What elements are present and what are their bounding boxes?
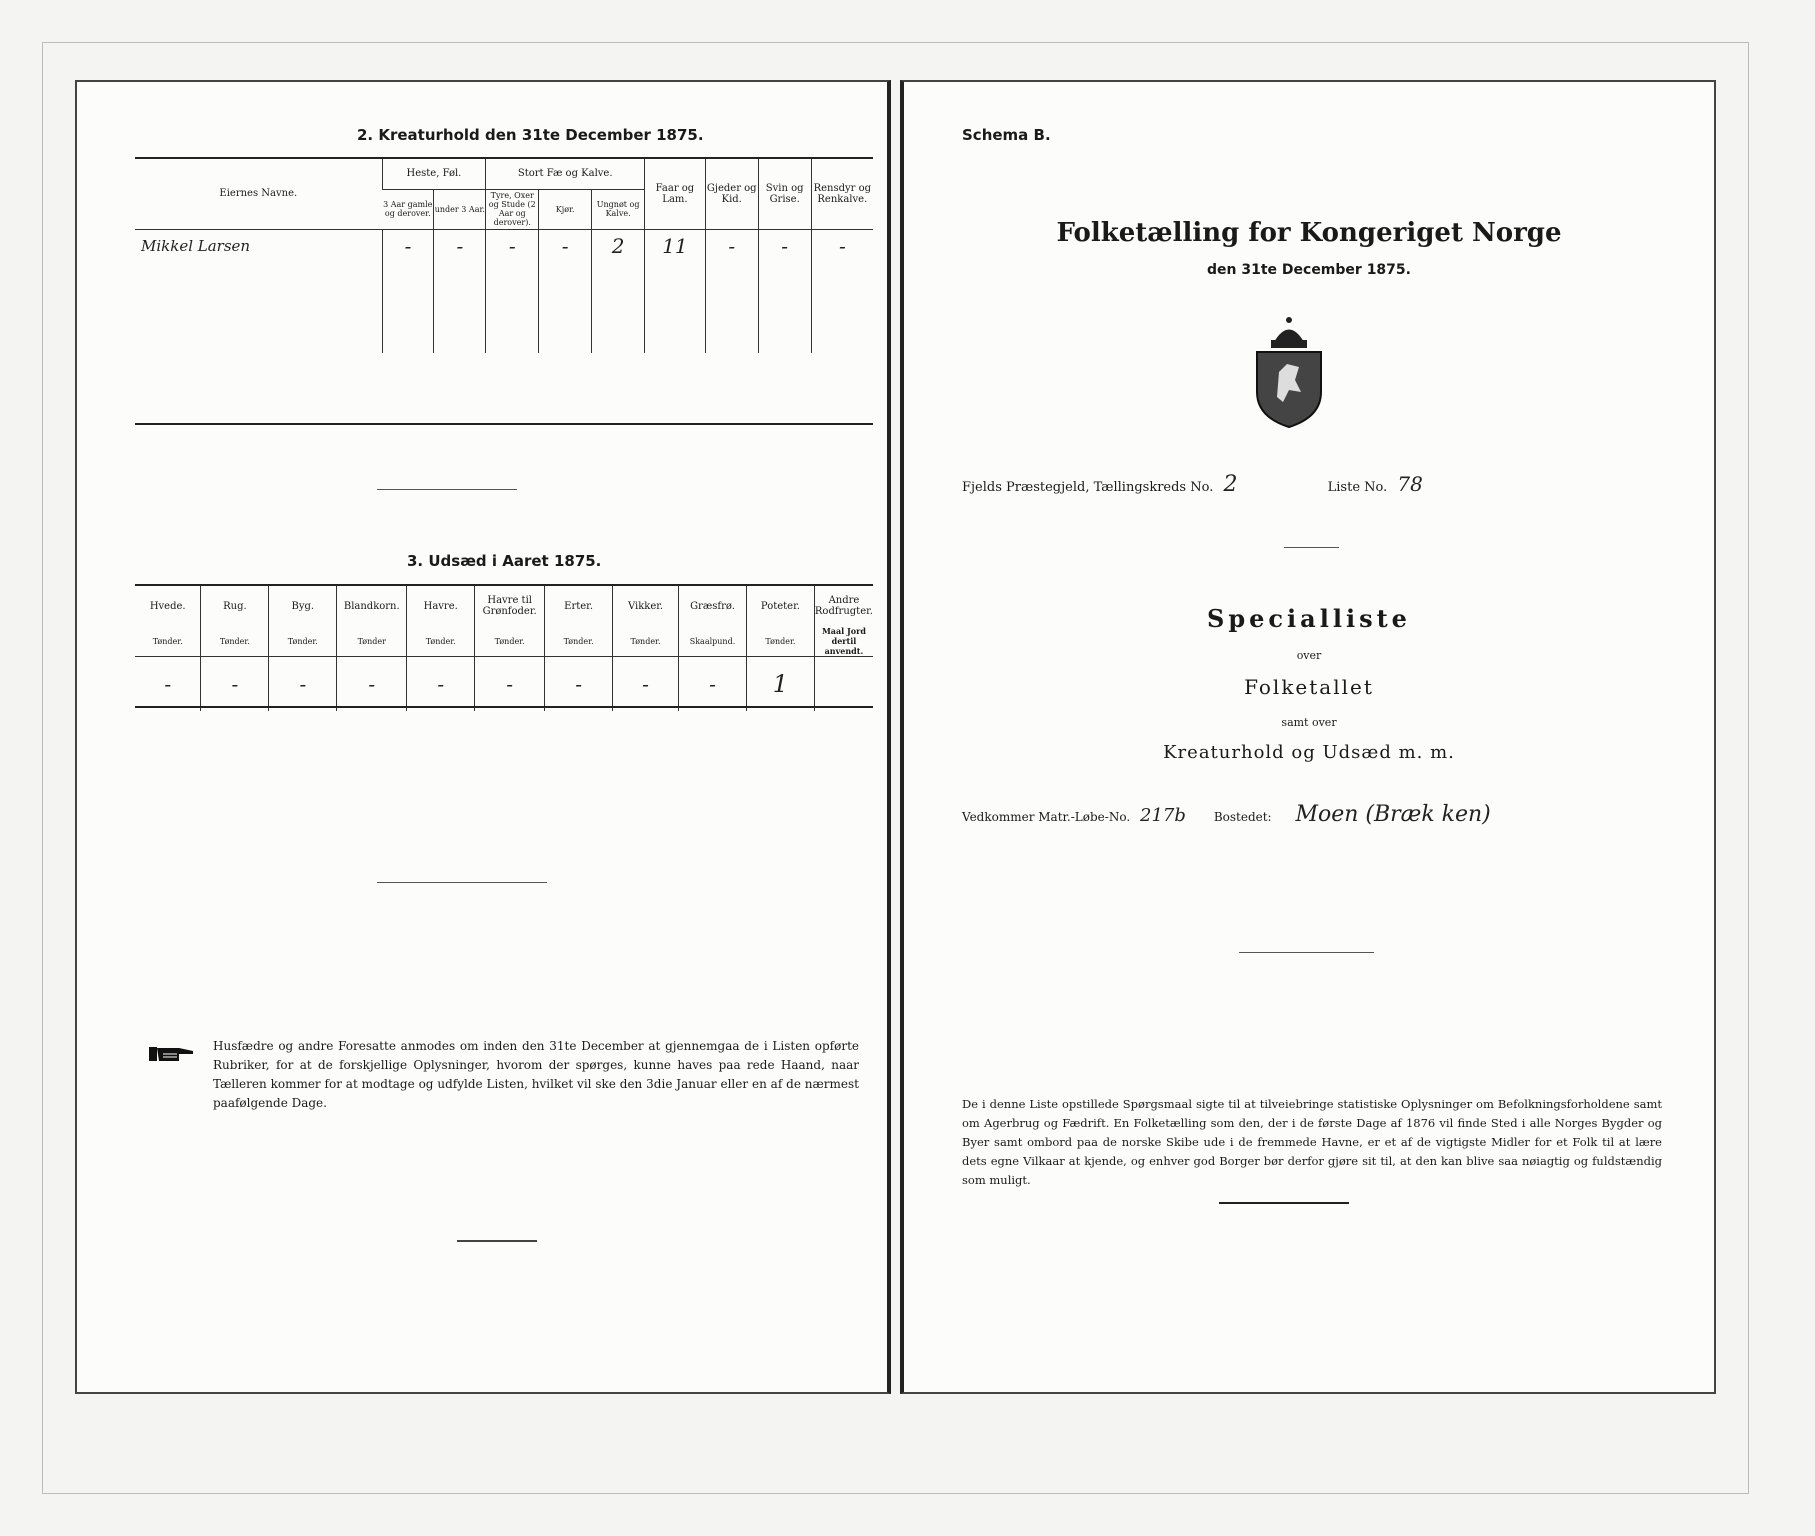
owner-header: Eiernes Navne. bbox=[219, 188, 298, 200]
table-bottom-rule bbox=[135, 423, 873, 425]
right-page bbox=[900, 80, 1716, 1394]
svin-header: Svin og Grise. bbox=[758, 159, 811, 229]
matr-label: Vedkommer Matr.-Løbe-No. bbox=[962, 810, 1131, 824]
specialliste-heading: Specialliste bbox=[1207, 604, 1411, 633]
crop-header: Hvede. bbox=[149, 600, 186, 612]
rensdyr-header: Rensdyr og Renkalve. bbox=[811, 159, 873, 229]
district-label: Tællingskreds No. bbox=[1093, 480, 1214, 495]
page-title: Folketælling for Kongeriget Norge bbox=[1056, 218, 1562, 248]
crop-header: Havre til Grønfoder. bbox=[475, 586, 545, 626]
list-info-line bbox=[962, 472, 1423, 497]
fae-a-header: Tyre, Oxer og Stude (2 Aar og derover). bbox=[486, 189, 539, 229]
crop-unit: Tønder. bbox=[746, 626, 814, 657]
divider bbox=[457, 1240, 537, 1242]
table-row bbox=[135, 657, 873, 711]
crop-unit: Maal Jord dertil anvendt. bbox=[814, 626, 873, 657]
livestock-table bbox=[135, 159, 873, 353]
crop-unit: Tønder. bbox=[545, 626, 613, 657]
parish-label: Fjelds Præstegjeld, bbox=[962, 480, 1090, 495]
crop-cell: - bbox=[201, 657, 269, 711]
crop-header: Erter. bbox=[545, 586, 613, 626]
crop-unit: Tønder. bbox=[201, 626, 269, 657]
heste-a-cell: - bbox=[382, 229, 434, 263]
gjeder-cell: - bbox=[705, 229, 758, 263]
crop-header: Havre. bbox=[407, 586, 475, 626]
crop-header: Græsfrø. bbox=[679, 586, 747, 626]
crop-header: Byg. bbox=[269, 586, 337, 626]
crop-header: Blandkorn. bbox=[337, 586, 407, 626]
schema-label: Schema B. bbox=[962, 126, 1051, 144]
crop-cell bbox=[814, 657, 873, 711]
heste-b-header: under 3 Aar. bbox=[434, 189, 486, 229]
section3-title: 3. Udsæd i Aaret 1875. bbox=[407, 552, 602, 570]
over-text: over bbox=[1296, 649, 1322, 662]
crop-unit: Tønder bbox=[337, 626, 407, 657]
rensdyr-cell: - bbox=[811, 229, 873, 263]
faar-header: Faar og Lam. bbox=[645, 159, 706, 229]
matr-line bbox=[962, 802, 1491, 827]
kreaturhold-heading: Kreaturhold og Udsæd m. m. bbox=[1163, 742, 1455, 763]
crop-unit: Tønder. bbox=[407, 626, 475, 657]
folketallet-heading: Folketallet bbox=[1244, 675, 1374, 699]
crop-cell: - bbox=[164, 671, 172, 696]
district-value: 2 bbox=[1223, 472, 1238, 497]
heste-header: Heste, Føl. bbox=[382, 159, 486, 189]
divider bbox=[1239, 952, 1374, 953]
pointing-hand-icon bbox=[149, 1042, 195, 1068]
crop-header: Poteter. bbox=[746, 586, 814, 626]
bosted-value: Moen (Bræk ken) bbox=[1295, 802, 1491, 827]
crop-unit: Tønder. bbox=[152, 636, 183, 646]
crops-bottom-rule bbox=[135, 706, 873, 708]
crops-table bbox=[135, 586, 873, 711]
crop-cell: - bbox=[337, 657, 407, 711]
divider bbox=[1219, 1202, 1349, 1204]
matr-value: 217b bbox=[1140, 805, 1186, 826]
divider bbox=[1284, 547, 1339, 548]
faar-cell: 11 bbox=[645, 229, 706, 263]
fae-b-header: Kjør. bbox=[539, 189, 592, 229]
crop-cell: - bbox=[613, 657, 679, 711]
crop-unit: Tønder. bbox=[613, 626, 679, 657]
crop-cell: - bbox=[269, 657, 337, 711]
owner-cell: Mikkel Larsen bbox=[141, 237, 251, 256]
crop-cell: 1 bbox=[746, 657, 814, 711]
coat-of-arms-icon bbox=[1249, 312, 1329, 436]
crop-cell: - bbox=[679, 657, 747, 711]
crop-header: Vikker. bbox=[613, 586, 679, 626]
info-notice: De i denne Liste opstillede Spørgsmaal sigte til at tilveiebringe statistiske Oplysninger om Befolkningsforholdene samt om Agerbrug og Fædrift. En Folketælling som den, der i de første Dage af 1876 vil finde Sted i alle Norges Bygder og Byer samt ombord paa de norske Skibe ude i de fremmede Havne, er et af de vigtigste Midler for et Folk til at lære dets egne Vilkaar at kjende, og enhver god Borger bør derfor gjøre sit til, at den kan blive saa nøiagtig og fuldstændig som muligt. bbox=[962, 1097, 1662, 1187]
fae-b-cell: - bbox=[539, 229, 592, 263]
section2-title: 2. Kreaturhold den 31te December 1875. bbox=[357, 126, 704, 144]
left-page bbox=[75, 80, 891, 1394]
fae-a-cell: - bbox=[486, 229, 539, 263]
divider bbox=[377, 489, 517, 490]
heste-a-header: 3 Aar gamle og derover. bbox=[383, 200, 433, 218]
notice-text: Husfædre og andre Foresatte anmodes om inden den 31te December at gjennemgaa de i Listen opførte Rubriker, for at de forskjellige Oplysninger, hvorom der spørges, kunne haves paa rede Haand, naar Tælleren kommer for at modtage og udfylde Listen, hvilket vil ske den 3die Januar eller en af de nærmest paafølgende Dage. bbox=[213, 1039, 859, 1110]
crop-header: Andre Rodfrugter. bbox=[814, 586, 873, 626]
crop-unit: Tønder. bbox=[475, 626, 545, 657]
date-subtitle: den 31te December 1875. bbox=[1207, 262, 1411, 278]
crop-cell: - bbox=[545, 657, 613, 711]
samt-over-text: samt over bbox=[1281, 716, 1337, 729]
crop-header: Rug. bbox=[201, 586, 269, 626]
divider bbox=[377, 882, 547, 883]
list-label: Liste No. bbox=[1327, 480, 1388, 495]
crop-cell: - bbox=[475, 657, 545, 711]
stort-fae-header: Stort Fæ og Kalve. bbox=[486, 159, 645, 189]
fae-c-header: Ungnøt og Kalve. bbox=[592, 189, 645, 229]
fae-c-cell: 2 bbox=[592, 229, 645, 263]
list-value: 78 bbox=[1397, 472, 1423, 496]
table-row bbox=[135, 229, 873, 263]
bosted-label: Bostedet: bbox=[1213, 810, 1272, 824]
heste-b-cell: - bbox=[434, 229, 486, 263]
crop-unit: Skaalpund. bbox=[679, 626, 747, 657]
crop-unit: Tønder. bbox=[269, 626, 337, 657]
gjeder-header: Gjeder og Kid. bbox=[705, 159, 758, 229]
crop-cell: - bbox=[407, 657, 475, 711]
svin-cell: - bbox=[758, 229, 811, 263]
